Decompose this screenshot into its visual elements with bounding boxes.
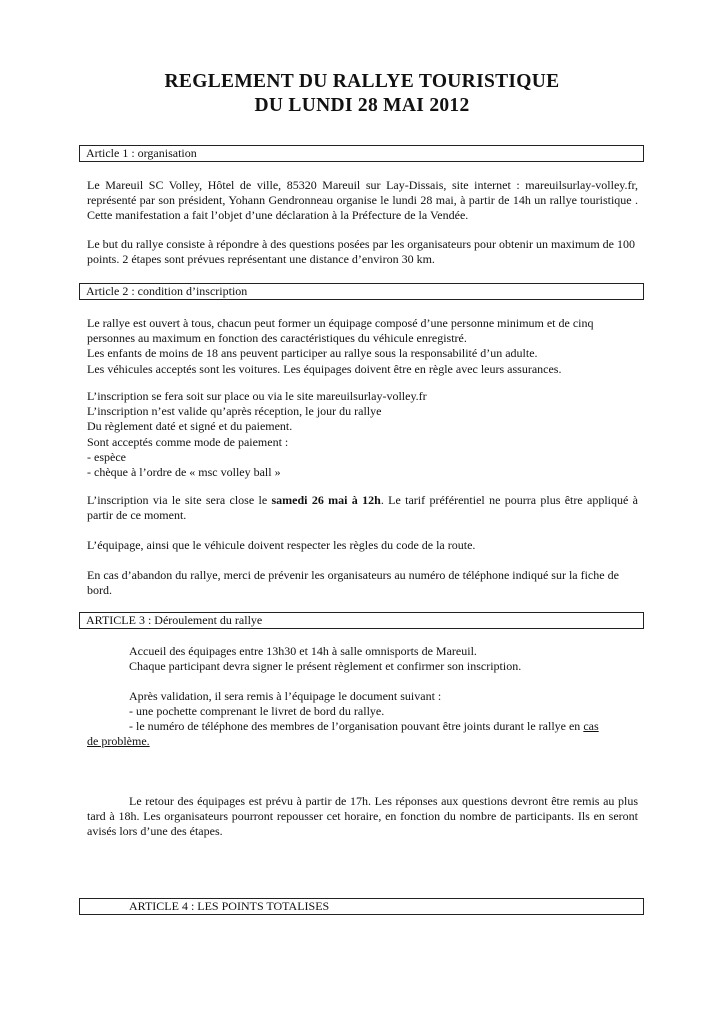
article3-p2-line: - une pochette comprenant le livret de bord du rallye. — [129, 704, 385, 719]
article2-p1-line: personnes au maximum en fonction des caractéristiques du véhicule enregistré. — [87, 331, 467, 346]
article2-p2-line: L’inscription n’est valide qu’après réception, le jour du rallye — [87, 404, 382, 419]
article4-heading-box — [79, 898, 644, 915]
article4-heading: ARTICLE 4 : LES POINTS TOTALISES — [129, 899, 330, 913]
article2-p1-line: Le rallye est ouvert à tous, chacun peut former un équipage composé d’une personne minimum et de cinq — [87, 316, 594, 330]
article3-paragraph2 — [129, 689, 638, 719]
article3-paragraph4: Le retour des équipages est prévu à partir de 17h. Les réponses aux questions devront être remis au plus tard à 18h. Les organisateurs pourront repousser cet horaire, en fonction du nombre de participants. Ils en seront avisés lors d’une des étapes. — [87, 794, 638, 839]
article1-heading: Article 1 : organisation — [86, 146, 197, 160]
article2-paragraph3 — [87, 493, 638, 523]
article3-paragraph1 — [129, 644, 638, 674]
article2-p2-line: L’inscription se fera soit sur place ou via le site mareuilsurlay-volley.fr — [87, 389, 427, 403]
article3-heading: ARTICLE 3 : Déroulement du rallye — [86, 613, 263, 627]
article2-p1-line: Les enfants de moins de 18 ans peuvent participer au rallye sous la responsabilité d’un adulte. — [87, 346, 538, 361]
article3-heading-box — [79, 612, 644, 629]
article2-p3-text-end: . Le tarif préférentiel ne pourra plus être appliqué à partir de ce moment. — [87, 493, 638, 523]
article1-heading-box — [79, 145, 644, 162]
article2-p2-line: Du règlement daté et signé et du paiement. — [87, 419, 293, 434]
document-title-line2: DU LUNDI 28 MAI 2012 — [254, 95, 470, 116]
closing-date-bold: samedi 26 mai à 12h — [271, 493, 381, 507]
article2-p2-line: Sont acceptés comme mode de paiement : — [87, 434, 289, 449]
article2-heading-box — [79, 283, 644, 300]
article2-paragraph4: L’équipage, ainsi que le véhicule doivent respecter les règles du code de la route. — [87, 538, 476, 552]
article2-paragraph1 — [87, 316, 638, 377]
article3-p3-underlined: cas — [583, 719, 599, 733]
article3-p1-line: Accueil des équipages entre 13h30 et 14h à salle omnisports de Mareuil. — [129, 644, 477, 658]
article2-p1-line: Les véhicules acceptés sont les voitures. Les équipages doivent être en règle avec leurs assurances. — [87, 361, 562, 376]
article2-paragraph2 — [87, 389, 638, 480]
article2-heading: Article 2 : condition d’inscription — [86, 284, 248, 298]
article1-paragraph1: Le Mareuil SC Volley, Hôtel de ville, 85320 Mareuil sur Lay-Dissais, site internet : mareuilsurlay-volley.fr, représenté par son président, Yohann Gendronneau organise le lundi 28 mai, à partir de 14h un rallye touristique . Cette manifestation a fait l’objet d’une déclaration à la Préfecture de la Vendée. — [87, 178, 638, 223]
article2-p2-line: - espèce — [87, 449, 126, 464]
article1-paragraph2: Le but du rallye consiste à répondre à des questions posées par les organisateurs pour obtenir un maximum de 100 points. 2 étapes sont prévues représentant une distance d’environ 30 km. — [87, 237, 635, 267]
article3-paragraph3-line2: de problème. — [87, 734, 150, 748]
article3-p2-line: Après validation, il sera remis à l’équipage le document suivant : — [129, 689, 442, 703]
article2-p3-text: L’inscription via le site sera close le — [87, 493, 272, 507]
article2-paragraph5: En cas d’abandon du rallye, merci de prévenir les organisateurs au numéro de téléphone indiqué sur la fiche de bord. — [87, 568, 619, 598]
article2-p2-line: - chèque à l’ordre de « msc volley ball » — [87, 465, 281, 480]
article3-p3-text: - le numéro de téléphone des membres de l’organisation pouvant être joints durant le rallye en — [129, 719, 584, 733]
document-title-line1: REGLEMENT DU RALLYE TOURISTIQUE — [164, 71, 560, 92]
article3-p1-line: Chaque participant devra signer le présent règlement et confirmer son inscription. — [129, 659, 522, 674]
article3-paragraph3-line1 — [129, 719, 638, 734]
